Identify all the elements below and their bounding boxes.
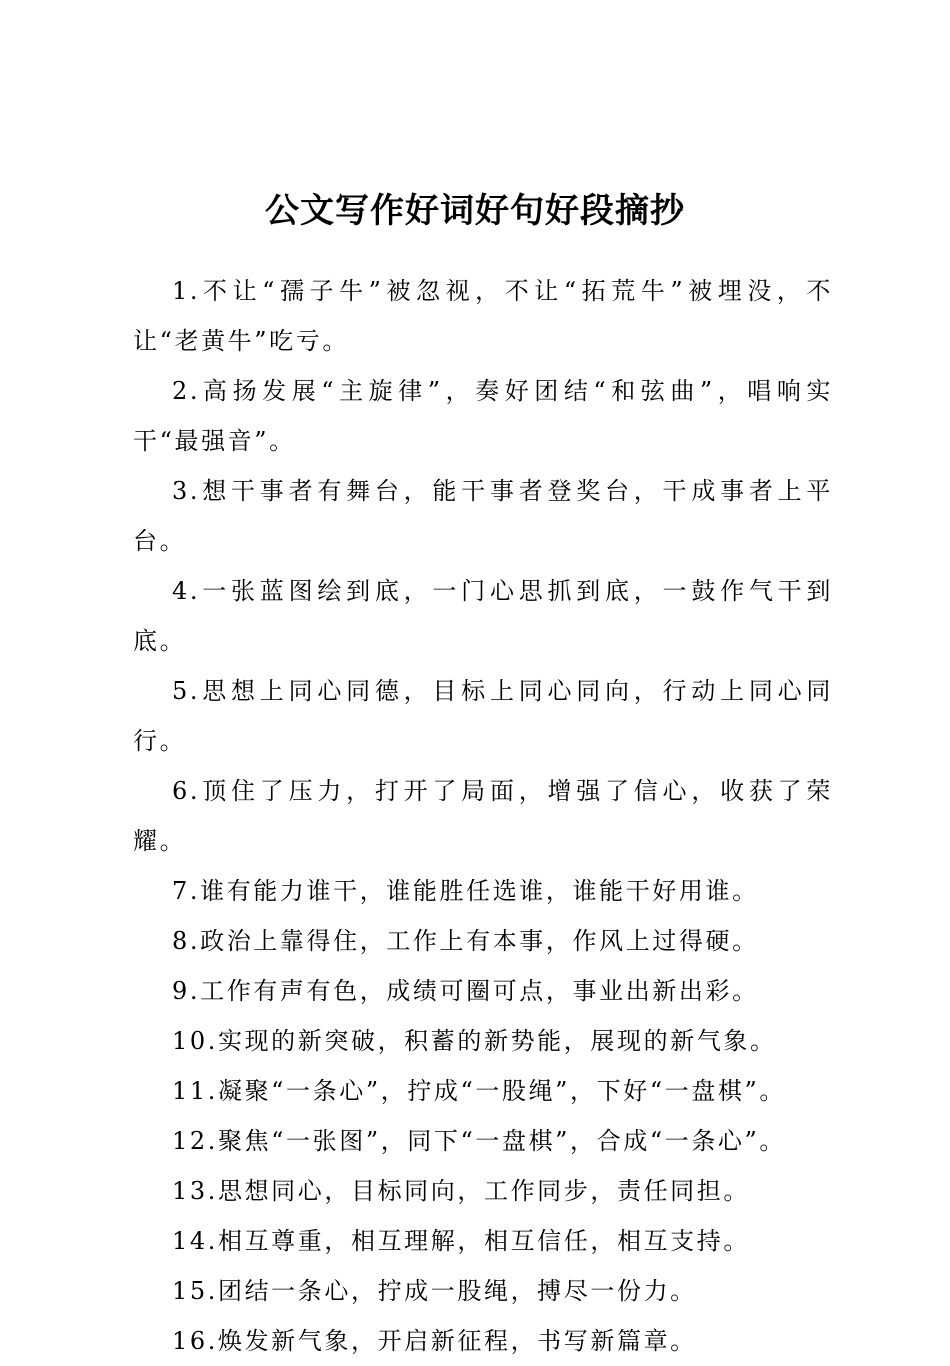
list-item: 11.凝聚“一条心”，拧成“一股绳”，下好“一盘棋”。 bbox=[172, 1077, 786, 1105]
document-body bbox=[133, 266, 833, 1366]
list-item: 13.思想同心，目标同向，工作同步，责任同担。 bbox=[172, 1177, 750, 1205]
list-item: 14.相互尊重，相互理解，相互信任，相互支持。 bbox=[172, 1227, 750, 1255]
list-item: 16.焕发新气象，开启新征程，书写新篇章。 bbox=[172, 1327, 697, 1355]
list-item: 1.不让“孺子牛”被忽视，不让“拓荒牛”被埋没，不让“老黄牛”吃亏。 bbox=[133, 277, 833, 355]
list-item: 2.高扬发展“主旋律”，奏好团结“和弦曲”，唱响实干“最强音”。 bbox=[133, 377, 833, 455]
list-item: 3.想干事者有舞台，能干事者登奖台，干成事者上平台。 bbox=[133, 477, 833, 555]
list-item: 4.一张蓝图绘到底，一门心思抓到底，一鼓作气干到底。 bbox=[133, 577, 833, 655]
list-item: 15.团结一条心，拧成一股绳，搏尽一份力。 bbox=[172, 1277, 697, 1305]
list-item: 8.政治上靠得住，工作上有本事，作风上过得硬。 bbox=[172, 927, 759, 955]
document-title: 公文写作好词好句好段摘抄 bbox=[265, 191, 685, 231]
list-item: 12.聚焦“一张图”，同下“一盘棋”，合成“一条心”。 bbox=[172, 1127, 786, 1155]
list-item: 6.顶住了压力，打开了局面，增强了信心，收获了荣耀。 bbox=[133, 777, 833, 855]
list-item: 9.工作有声有色，成绩可圈可点，事业出新出彩。 bbox=[172, 977, 759, 1005]
list-item: 7.谁有能力谁干，谁能胜任选谁，谁能干好用谁。 bbox=[172, 877, 759, 905]
list-item: 10.实现的新突破，积蓄的新势能，展现的新气象。 bbox=[172, 1027, 777, 1055]
list-item: 5.思想上同心同德，目标上同心同向，行动上同心同行。 bbox=[133, 677, 833, 755]
